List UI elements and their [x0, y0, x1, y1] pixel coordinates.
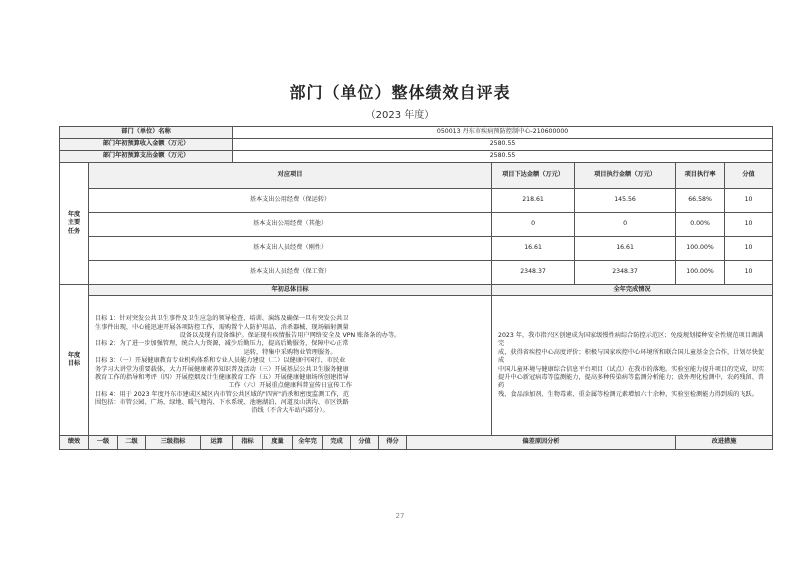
- income-value: 2580.55: [233, 139, 773, 151]
- completion-line: 成，获得省疾控中心高度评价；积极与国家疾控中心环境所和联合国儿童基金会合作，计划尽快促成: [498, 348, 765, 365]
- completion-line: 2023 年，我市指兴区创建成为国家级慢性病综合防控示范区；免疫规划接种安全性规范项目调满完: [498, 332, 764, 348]
- goal-line: 运转，特集中采购物业管理服务。: [243, 348, 337, 356]
- tasks-header-score-value: 分值: [725, 163, 773, 189]
- unit-name-value: 050013 丹东市疾病预防控制中心-210600000: [233, 127, 773, 139]
- task-rate: 100.00%: [676, 261, 725, 285]
- tasks-header-allocated: 项目下达金额（万元）: [492, 163, 575, 189]
- task-rate: 100.00%: [676, 237, 725, 261]
- task-rate: 66.58%: [676, 189, 725, 213]
- page-subtitle: （2023 年度）: [365, 110, 435, 121]
- initial-goals-header: 年初总体目标: [89, 285, 492, 296]
- task-points: 10: [725, 213, 773, 237]
- indicator-header-improvement: 改进措施: [676, 436, 773, 450]
- task-points: 10: [725, 237, 773, 261]
- goals-content-row: [60, 296, 773, 436]
- task-rate: 0.00%: [676, 213, 725, 237]
- income-row: [60, 139, 773, 151]
- indicator-header-measure: 度量: [263, 436, 293, 450]
- task-row: [60, 213, 773, 237]
- indicator-header-points: 分值: [351, 436, 379, 450]
- task-project: 基本支出人员经费（保工资）: [89, 261, 492, 285]
- goal-line: 目标 1：针对突发公共卫生事件及卫生应急的领导检查、培训、演练及确保一旦有突发公共卫: [95, 315, 349, 323]
- goals-section-label: 年度目标: [60, 285, 89, 436]
- indicator-header-indicator: 指标: [233, 436, 263, 450]
- unit-name-row: [60, 127, 773, 139]
- goal-line: 生事件出现，中心能迅速开展各项防控工作，需购置个人防护用品、消杀器械、现场辐射测量: [95, 323, 349, 331]
- goal-line: 围包括：市管公园、广场、绿地、暖气地沟、下水系统、池塘湖泊、河道及山洪沟、市区铁路: [95, 398, 349, 406]
- task-executed: 16.61: [575, 237, 676, 261]
- task-allocated: 218.61: [492, 189, 575, 213]
- indicator-header-deviation: 偏差原因分析: [407, 436, 676, 450]
- tasks-header-rate: 项目执行率: [676, 163, 725, 189]
- indicator-header-score: 得分: [379, 436, 407, 450]
- indicator-header-operation: 运算: [201, 436, 233, 450]
- task-allocated: 0: [492, 213, 575, 237]
- task-executed: 145.56: [575, 189, 676, 213]
- expense-label: 部门年初预算支出金额（万元）: [60, 151, 233, 163]
- goal-line: 务学习大讲堂为重要载体，大力开展健康素养知识普及活动（三）开展基层公共卫生服务健康: [95, 365, 349, 373]
- goal-line: 沿线（不含大车站内部分）。: [251, 407, 329, 415]
- income-label: 部门年初预算收入金额（万元）: [60, 139, 233, 151]
- expense-row: [60, 151, 773, 163]
- performance-table: [59, 126, 773, 450]
- indicator-header-level2: 二级: [118, 436, 146, 450]
- task-points: 10: [725, 261, 773, 285]
- goal-line: 教育工作的指导和考评（四）开展控烟及计生健康教育工作（五）开展健康健康场所创建指导: [95, 373, 349, 381]
- indicator-header-level3: 三级指标: [146, 436, 201, 450]
- page-number: 27: [395, 512, 405, 520]
- task-project: 基本支出公用经费（保运转）: [89, 189, 492, 213]
- tasks-header-row: [60, 163, 773, 189]
- goal-line: 目标 4：用于 2023 年度丹东市建成区城区内市管公共区域的"四害"消杀和密度监测工作，范: [95, 390, 350, 398]
- indicator-header-level1: 一级: [89, 436, 118, 450]
- task-row: [60, 189, 773, 213]
- indicator-header-completion: 完成: [323, 436, 351, 450]
- completion-line: 提升中心新冠病毒等监测能力，提高多种传染病等监测分析能力；放外理化检测中，农药残留、兽药: [498, 373, 765, 390]
- goal-line: 目标 2：为了进一步加强管理，统合人力资源，减少后勤压力，提高后勤服务，保障中心正常: [95, 340, 349, 348]
- tasks-section-label: 年度主要任务: [60, 163, 89, 285]
- tasks-header-executed: 项目执行金额（万元）: [575, 163, 676, 189]
- completion-text: [492, 296, 773, 436]
- initial-goals-text: [89, 296, 492, 436]
- goal-line: 工作（六）开展重点健康科普宣传日宣传工作: [228, 382, 352, 390]
- unit-name-label: 部门（单位）名称: [60, 127, 233, 139]
- completion-line: 中国儿童环境与健康综合信息平台项目（试点）在我市的落地。实验室能力提升项目的完成，切实: [498, 365, 765, 373]
- completion-header: 全年完成情况: [492, 285, 773, 296]
- task-points: 10: [725, 189, 773, 213]
- page-title: 部门（单位）整体绩效自评表: [289, 83, 511, 102]
- goal-line: 设备以及现有设备维护。保证现有疾情报告用户网络安全及 VPN 账备条的办等。: [179, 332, 401, 340]
- completion-line: 残、食品添加剂、生物毒素、重金属等检测元素增加六十余种，实验室检测能力得到质的飞跃。: [498, 390, 758, 398]
- indicator-header-annual: 全年完: [293, 436, 323, 450]
- task-executed: 0: [575, 213, 676, 237]
- task-executed: 2348.37: [575, 261, 676, 285]
- task-allocated: 2348.37: [492, 261, 575, 285]
- tasks-header-project: 对应项目: [89, 163, 492, 189]
- task-project: 基本支出人员经费（刚性）: [89, 237, 492, 261]
- task-allocated: 16.61: [492, 237, 575, 261]
- goals-header-row: [60, 285, 773, 296]
- expense-value: 2580.55: [233, 151, 773, 163]
- task-project: 基本支出公用经费（其他）: [89, 213, 492, 237]
- indicator-header-performance: 绩效: [60, 436, 89, 450]
- task-row: [60, 261, 773, 285]
- goal-line: 目标 3：（一）开展健康教育专业机构体系和专业人员能力建设（二）以健康中国行、市民业: [95, 357, 346, 365]
- task-row: [60, 237, 773, 261]
- indicators-header-row: [60, 436, 773, 450]
